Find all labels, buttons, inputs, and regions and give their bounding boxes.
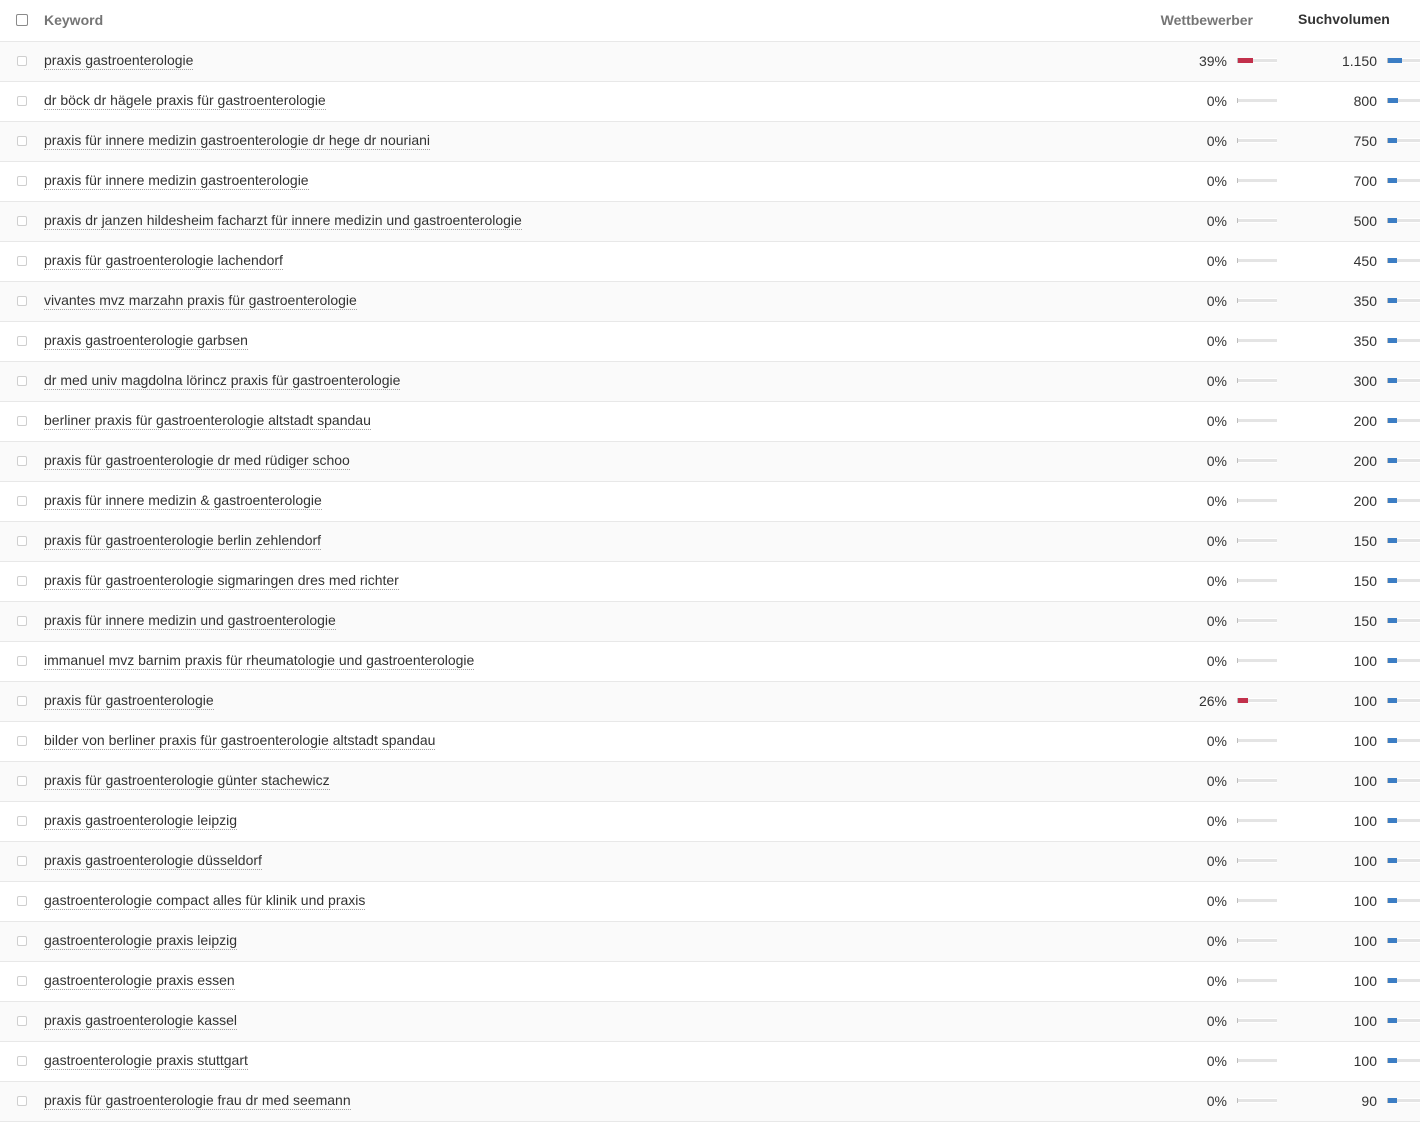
- search-volume-value: 1.150: [1341, 53, 1377, 69]
- keyword-link[interactable]: dr med univ magdolna lörincz praxis für gastroenterologie: [44, 372, 401, 388]
- search-volume-value: 100: [1353, 733, 1377, 749]
- keyword-link[interactable]: gastroenterologie praxis stuttgart: [44, 1052, 248, 1068]
- search-volume-value: 150: [1353, 613, 1377, 629]
- search-volume-value: 100: [1353, 973, 1377, 989]
- competition-value: 0%: [1206, 133, 1227, 149]
- search-volume-value: 90: [1361, 1093, 1377, 1109]
- keyword-link[interactable]: berliner praxis für gastroenterologie altstadt spandau: [44, 412, 371, 428]
- search-volume-value: 100: [1353, 893, 1377, 909]
- search-volume-bar-fill: [1388, 658, 1397, 663]
- competition-bar-track: [1238, 938, 1277, 943]
- competition-bar: [1237, 218, 1277, 223]
- competition-value: 0%: [1206, 1053, 1227, 1069]
- table-row: [0, 1002, 1420, 1042]
- competition-value: 0%: [1206, 253, 1227, 269]
- competition-value: 0%: [1206, 573, 1227, 589]
- competition-bar: [1237, 738, 1277, 743]
- competition-value: 0%: [1206, 93, 1227, 109]
- competition-bar-track: [1238, 978, 1277, 983]
- row-checkbox[interactable]: [17, 896, 27, 906]
- search-volume-value: 150: [1353, 533, 1377, 549]
- competition-bar: [1237, 378, 1277, 383]
- search-volume-bar-fill: [1388, 538, 1397, 543]
- competition-value: 0%: [1206, 733, 1227, 749]
- competition-value: 0%: [1206, 453, 1227, 469]
- row-checkbox[interactable]: [17, 336, 27, 346]
- competition-bar-fill: [1238, 58, 1253, 63]
- competition-value: 26%: [1198, 693, 1227, 709]
- search-volume-bar: [1387, 978, 1420, 983]
- keyword-link[interactable]: praxis für gastroenterologie frau dr med seemann: [44, 1092, 351, 1108]
- search-volume-bar-fill: [1388, 738, 1397, 743]
- row-checkbox[interactable]: [17, 656, 27, 666]
- competition-bar-track: [1238, 1058, 1277, 1063]
- keyword-link[interactable]: praxis für gastroenterologie günter stachewicz: [44, 772, 330, 788]
- competition-bar: [1237, 1058, 1277, 1063]
- keyword-link[interactable]: immanuel mvz barnim praxis für rheumatologie und gastroenterologie: [44, 652, 475, 668]
- search-volume-bar-fill: [1388, 298, 1397, 303]
- search-volume-bar-fill: [1388, 98, 1398, 103]
- search-volume-bar-fill: [1388, 138, 1397, 143]
- search-volume-bar-fill: [1388, 698, 1397, 703]
- search-volume-bar: [1387, 258, 1420, 263]
- competition-value: 0%: [1206, 853, 1227, 869]
- search-volume-bar: [1387, 898, 1420, 903]
- table-row: [0, 842, 1420, 882]
- competition-value: 0%: [1206, 1013, 1227, 1029]
- competition-bar-track: [1238, 298, 1277, 303]
- search-volume-value: 100: [1353, 933, 1377, 949]
- table-row: [0, 722, 1420, 762]
- table-row: [0, 42, 1420, 82]
- keyword-column-header[interactable]: Keyword: [44, 12, 104, 28]
- table-row: [0, 82, 1420, 122]
- keyword-link[interactable]: gastroenterologie praxis essen: [44, 972, 235, 988]
- table-row: [0, 522, 1420, 562]
- keyword-link[interactable]: praxis gastroenterologie leipzig: [44, 812, 237, 828]
- row-checkbox[interactable]: [17, 616, 27, 626]
- competition-value: 0%: [1206, 613, 1227, 629]
- competition-bar-track: [1238, 178, 1277, 183]
- competition-value: 0%: [1206, 893, 1227, 909]
- search-volume-bar: [1387, 418, 1420, 423]
- search-volume-bar: [1387, 338, 1420, 343]
- search-volume-value: 450: [1353, 253, 1377, 269]
- table-row: [0, 762, 1420, 802]
- table-row: [0, 882, 1420, 922]
- keyword-link[interactable]: praxis gastroenterologie garbsen: [44, 332, 248, 348]
- competition-bar: [1237, 538, 1277, 543]
- select-all-checkbox[interactable]: [16, 14, 28, 26]
- competition-bar-track: [1238, 818, 1277, 823]
- search-volume-bar-fill: [1388, 978, 1397, 983]
- keyword-link[interactable]: vivantes mvz marzahn praxis für gastroenterologie: [44, 292, 357, 308]
- row-checkbox[interactable]: [17, 296, 27, 306]
- competition-bar-track: [1238, 418, 1277, 423]
- search-volume-bar: [1387, 1018, 1420, 1023]
- keyword-link[interactable]: bilder von berliner praxis für gastroenterologie altstadt spandau: [44, 732, 436, 748]
- competition-value: 0%: [1206, 533, 1227, 549]
- row-checkbox[interactable]: [17, 1056, 27, 1066]
- keyword-link[interactable]: praxis dr janzen hildesheim facharzt für innere medizin und gastroenterologie: [44, 212, 522, 228]
- table-row: [0, 442, 1420, 482]
- table-row: [0, 682, 1420, 722]
- competition-value: 0%: [1206, 293, 1227, 309]
- search-volume-bar: [1387, 738, 1420, 743]
- keyword-link[interactable]: praxis für gastroenterologie lachendorf: [44, 252, 283, 268]
- competition-bar-track: [1238, 1018, 1277, 1023]
- row-checkbox[interactable]: [17, 776, 27, 786]
- row-checkbox[interactable]: [17, 976, 27, 986]
- search-volume-bar: [1387, 938, 1420, 943]
- search-volume-bar-fill: [1388, 618, 1397, 623]
- competition-value: 0%: [1206, 973, 1227, 989]
- keyword-link[interactable]: gastroenterologie praxis leipzig: [44, 932, 237, 948]
- search-volume-bar-fill: [1388, 378, 1397, 383]
- search-volume-bar: [1387, 378, 1420, 383]
- competition-bar: [1237, 98, 1277, 103]
- competition-bar: [1237, 458, 1277, 463]
- search-volume-value: 750: [1353, 133, 1377, 149]
- competition-bar: [1237, 138, 1277, 143]
- competitors-column-header[interactable]: Wettbewerber: [1160, 12, 1253, 28]
- search-volume-bar: [1387, 698, 1420, 703]
- search-volume-value: 700: [1353, 173, 1377, 189]
- search-volume-bar-fill: [1388, 578, 1397, 583]
- table-row: [0, 602, 1420, 642]
- row-checkbox[interactable]: [17, 816, 27, 826]
- competition-bar-track: [1238, 778, 1277, 783]
- search-volume-value: 350: [1353, 333, 1377, 349]
- table-row: [0, 122, 1420, 162]
- competition-bar: [1237, 338, 1277, 343]
- competition-bar: [1237, 298, 1277, 303]
- search-volume-bar: [1387, 298, 1420, 303]
- table-header: [0, 0, 1420, 42]
- competition-bar: [1237, 58, 1277, 63]
- search-volume-value: 300: [1353, 373, 1377, 389]
- search-volume-value: 500: [1353, 213, 1377, 229]
- search-volume-bar-fill: [1388, 858, 1397, 863]
- competition-value: 0%: [1206, 373, 1227, 389]
- table-row: [0, 562, 1420, 602]
- competition-bar-fill: [1238, 698, 1248, 703]
- table-row: [0, 202, 1420, 242]
- keyword-link[interactable]: praxis für gastroenterologie berlin zehlendorf: [44, 532, 322, 548]
- competition-bar: [1237, 858, 1277, 863]
- search-volume-bar-fill: [1388, 898, 1397, 903]
- search-volume-value: 100: [1353, 813, 1377, 829]
- search-volume-bar-fill: [1388, 1018, 1397, 1023]
- table-row: [0, 362, 1420, 402]
- competition-bar-track: [1238, 538, 1277, 543]
- row-checkbox[interactable]: [17, 216, 27, 226]
- row-checkbox[interactable]: [17, 536, 27, 546]
- competition-value: 0%: [1206, 493, 1227, 509]
- search-volume-bar-fill: [1388, 338, 1397, 343]
- competition-bar-track: [1238, 898, 1277, 903]
- row-checkbox[interactable]: [17, 696, 27, 706]
- search-volume-value: 150: [1353, 573, 1377, 589]
- search-volume-bar-fill: [1388, 458, 1397, 463]
- table-row: [0, 1042, 1420, 1082]
- search-volume-value: 100: [1353, 1053, 1377, 1069]
- competition-bar-track: [1238, 338, 1277, 343]
- row-checkbox[interactable]: [17, 56, 27, 66]
- table-row: [0, 962, 1420, 1002]
- keyword-link[interactable]: gastroenterologie compact alles für klinik und praxis: [44, 892, 366, 908]
- competition-value: 0%: [1206, 773, 1227, 789]
- search-volume-bar: [1387, 538, 1420, 543]
- competition-bar-track: [1238, 138, 1277, 143]
- keyword-link[interactable]: praxis gastroenterologie kassel: [44, 1012, 237, 1028]
- search-volume-bar-fill: [1388, 778, 1397, 783]
- search-volume-bar-fill: [1388, 258, 1397, 263]
- search-volume-bar-fill: [1388, 818, 1397, 823]
- row-checkbox[interactable]: [17, 496, 27, 506]
- search-volume-value: 800: [1353, 93, 1377, 109]
- search-volume-bar: [1387, 58, 1420, 63]
- competition-bar-track: [1238, 658, 1277, 663]
- table-row: [0, 322, 1420, 362]
- search-volume-bar-fill: [1388, 498, 1397, 503]
- search-volume-value: 200: [1353, 493, 1377, 509]
- competition-bar: [1237, 498, 1277, 503]
- table-row: [0, 922, 1420, 962]
- competition-bar-track: [1238, 218, 1277, 223]
- row-checkbox[interactable]: [17, 1016, 27, 1026]
- competition-bar-track: [1238, 738, 1277, 743]
- search-volume-bar: [1387, 658, 1420, 663]
- keyword-link[interactable]: praxis für innere medizin & gastroenterologie: [44, 492, 322, 508]
- keyword-link[interactable]: praxis gastroenterologie: [44, 52, 194, 68]
- row-checkbox[interactable]: [17, 1096, 27, 1106]
- competition-bar: [1237, 978, 1277, 983]
- search-volume-value: 100: [1353, 853, 1377, 869]
- search-volume-column-header[interactable]: Suchvolumen: [1298, 11, 1390, 27]
- table-row: [0, 242, 1420, 282]
- search-volume-value: 200: [1353, 453, 1377, 469]
- search-volume-bar: [1387, 578, 1420, 583]
- keyword-link[interactable]: praxis für gastroenterologie sigmaringen dres med richter: [44, 572, 399, 588]
- search-volume-bar: [1387, 618, 1420, 623]
- row-checkbox[interactable]: [17, 96, 27, 106]
- table-row: [0, 1082, 1420, 1122]
- table-body: [0, 42, 1420, 1122]
- keyword-link[interactable]: praxis für innere medizin gastroenterologie dr hege dr nouriani: [44, 132, 430, 148]
- search-volume-bar-fill: [1388, 938, 1397, 943]
- competition-bar: [1237, 778, 1277, 783]
- search-volume-value: 100: [1353, 773, 1377, 789]
- table-row: [0, 482, 1420, 522]
- competition-bar: [1237, 578, 1277, 583]
- competition-value: 0%: [1206, 173, 1227, 189]
- search-volume-bar-fill: [1388, 58, 1402, 63]
- row-checkbox[interactable]: [17, 936, 27, 946]
- keyword-link[interactable]: praxis für innere medizin und gastroenterologie: [44, 612, 336, 628]
- competition-bar-track: [1238, 458, 1277, 463]
- competition-bar: [1237, 418, 1277, 423]
- search-volume-bar: [1387, 218, 1420, 223]
- table-row: [0, 162, 1420, 202]
- keyword-link[interactable]: dr böck dr hägele praxis für gastroenterologie: [44, 92, 326, 108]
- row-checkbox[interactable]: [17, 176, 27, 186]
- competition-bar: [1237, 698, 1277, 703]
- search-volume-bar: [1387, 458, 1420, 463]
- row-checkbox[interactable]: [17, 376, 27, 386]
- search-volume-bar-fill: [1388, 218, 1397, 223]
- competition-bar-track: [1238, 578, 1277, 583]
- competition-value: 0%: [1206, 333, 1227, 349]
- competition-bar: [1237, 258, 1277, 263]
- competition-bar-track: [1238, 1098, 1277, 1103]
- row-checkbox[interactable]: [17, 416, 27, 426]
- competition-bar-track: [1238, 498, 1277, 503]
- row-checkbox[interactable]: [17, 856, 27, 866]
- search-volume-bar: [1387, 818, 1420, 823]
- search-volume-bar-fill: [1388, 1098, 1397, 1103]
- competition-value: 0%: [1206, 413, 1227, 429]
- search-volume-value: 100: [1353, 653, 1377, 669]
- competition-value: 0%: [1206, 933, 1227, 949]
- competition-value: 0%: [1206, 213, 1227, 229]
- competition-bar-track: [1238, 98, 1277, 103]
- search-volume-bar-fill: [1388, 418, 1397, 423]
- competition-bar: [1237, 1098, 1277, 1103]
- competition-value: 0%: [1206, 653, 1227, 669]
- row-checkbox[interactable]: [17, 256, 27, 266]
- keyword-link[interactable]: praxis für innere medizin gastroenterologie: [44, 172, 309, 188]
- competition-bar-track: [1238, 378, 1277, 383]
- search-volume-bar: [1387, 178, 1420, 183]
- competition-value: 0%: [1206, 813, 1227, 829]
- search-volume-bar: [1387, 1058, 1420, 1063]
- search-volume-bar: [1387, 498, 1420, 503]
- competition-bar-track: [1238, 258, 1277, 263]
- keyword-link[interactable]: praxis für gastroenterologie dr med rüdiger schoo: [44, 452, 350, 468]
- competition-bar: [1237, 178, 1277, 183]
- competition-bar: [1237, 818, 1277, 823]
- competition-bar: [1237, 898, 1277, 903]
- search-volume-value: 200: [1353, 413, 1377, 429]
- search-volume-value: 100: [1353, 693, 1377, 709]
- row-checkbox[interactable]: [17, 136, 27, 146]
- competition-bar: [1237, 618, 1277, 623]
- table-row: [0, 402, 1420, 442]
- keyword-link[interactable]: praxis gastroenterologie düsseldorf: [44, 852, 262, 868]
- search-volume-bar: [1387, 98, 1420, 103]
- competition-bar: [1237, 1018, 1277, 1023]
- row-checkbox[interactable]: [17, 456, 27, 466]
- row-checkbox[interactable]: [17, 736, 27, 746]
- competition-bar-track: [1238, 858, 1277, 863]
- search-volume-bar-fill: [1388, 178, 1397, 183]
- search-volume-bar-fill: [1388, 1058, 1397, 1063]
- table-row: [0, 642, 1420, 682]
- keyword-link[interactable]: praxis für gastroenterologie: [44, 692, 214, 708]
- competition-bar-track: [1238, 618, 1277, 623]
- competition-value: 0%: [1206, 1093, 1227, 1109]
- search-volume-bar: [1387, 1098, 1420, 1103]
- search-volume-bar: [1387, 778, 1420, 783]
- competition-value: 39%: [1198, 53, 1227, 69]
- row-checkbox[interactable]: [17, 576, 27, 586]
- competition-bar: [1237, 658, 1277, 663]
- search-volume-bar: [1387, 858, 1420, 863]
- table-row: [0, 282, 1420, 322]
- table-row: [0, 802, 1420, 842]
- search-volume-value: 100: [1353, 1013, 1377, 1029]
- competition-bar: [1237, 938, 1277, 943]
- search-volume-bar: [1387, 138, 1420, 143]
- search-volume-value: 350: [1353, 293, 1377, 309]
